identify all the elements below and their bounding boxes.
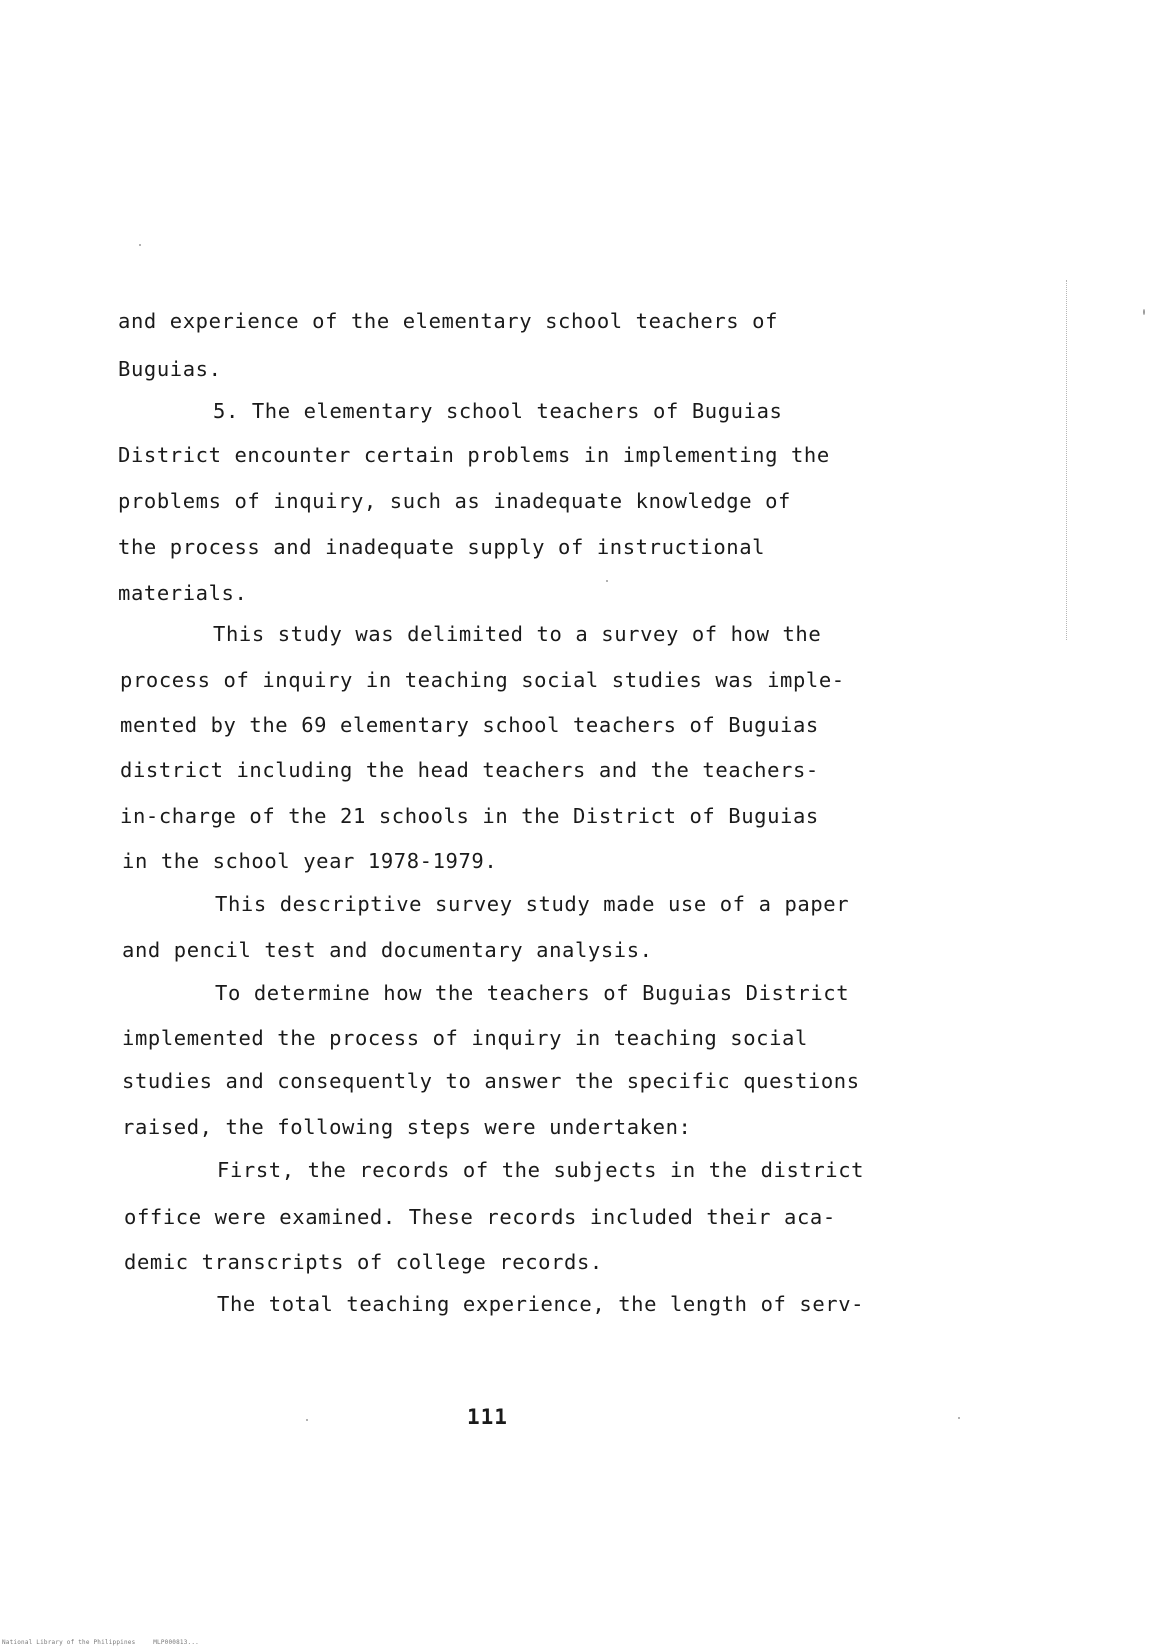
text-line: the process and inadequate supply of instructional (118, 535, 766, 559)
scan-speck (306, 1419, 308, 1421)
text-line: problems of inquiry, such as inadequate knowledge of (118, 489, 791, 513)
scan-speck (606, 580, 608, 582)
footer-id: MLP000813... (153, 1639, 199, 1646)
text-line: and pencil test and documentary analysis. (122, 938, 653, 962)
text-line: This descriptive survey study made use of a paper (215, 892, 850, 916)
text-line: Buguias. (118, 357, 222, 381)
text-line: To determine how the teachers of Buguias District (215, 981, 850, 1005)
text-line: process of inquiry in teaching social studies was imple- (120, 668, 845, 692)
text-line: demic transcripts of college records. (124, 1250, 603, 1274)
scan-speck (1143, 309, 1145, 315)
text-line: First, the records of the subjects in the district (217, 1158, 865, 1182)
text-line: in the school year 1978-1979. (122, 849, 498, 873)
text-line: studies and consequently to answer the specific questions (122, 1069, 860, 1093)
text-line: The total teaching experience, the length of serv- (217, 1292, 865, 1316)
text-line: This study was delimited to a survey of how the (213, 622, 822, 646)
text-line: materials. (118, 581, 248, 605)
text-line: mented by the 69 elementary school teachers of Buguias (120, 713, 819, 737)
scan-speck (958, 1417, 960, 1419)
scan-footer (0, 1636, 1163, 1650)
text-line: in-charge of the 21 schools in the District of Buguias (120, 804, 819, 828)
text-line: 5. The elementary school teachers of Buguias (213, 399, 783, 423)
text-line: District encounter certain problems in implementing the (118, 443, 830, 467)
text-line: raised, the following steps were undertaken: (122, 1115, 692, 1139)
scan-speck (139, 244, 141, 246)
text-line: and experience of the elementary school teachers of (118, 309, 779, 333)
footer-source: National Library of the Philippines (2, 1639, 136, 1646)
scan-margin-mark (1066, 280, 1069, 640)
text-line: district including the head teachers and the teachers- (120, 758, 819, 782)
text-line: office were examined. These records included their aca- (124, 1205, 836, 1229)
text-line: implemented the process of inquiry in teaching social (122, 1026, 808, 1050)
page-number: 111 (467, 1405, 508, 1429)
